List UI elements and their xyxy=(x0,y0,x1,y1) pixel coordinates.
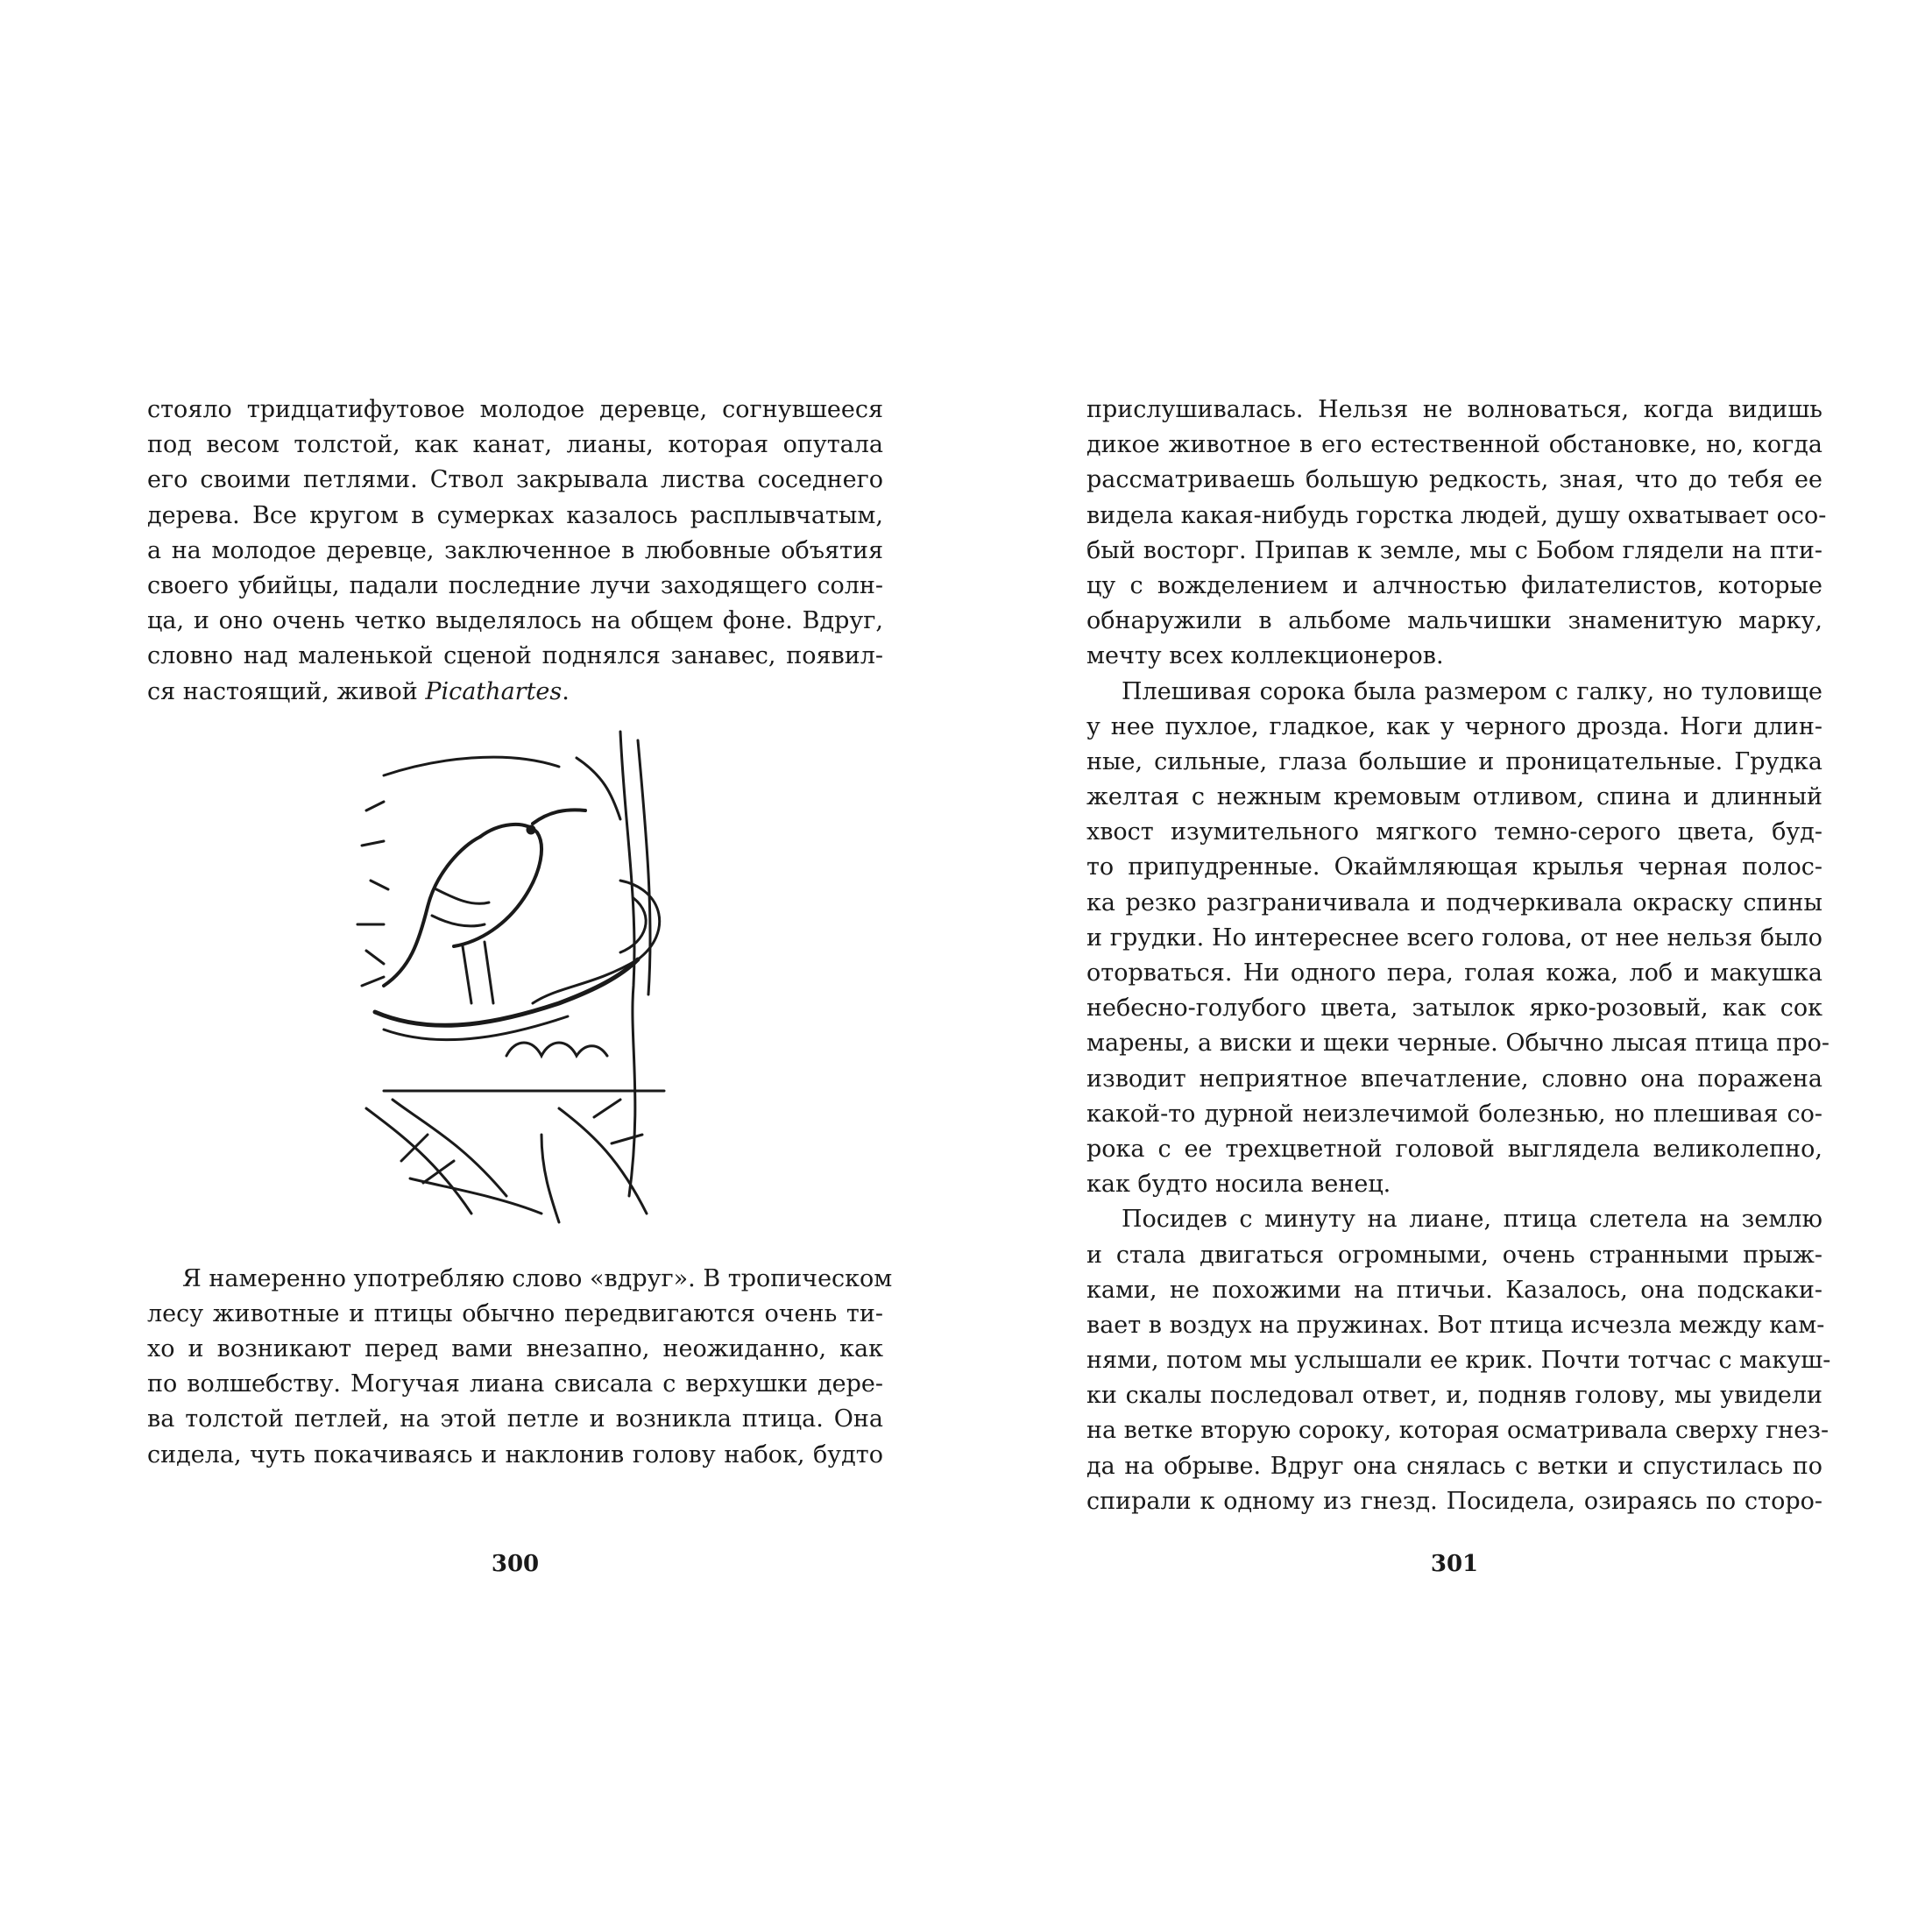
text-line: ка резко разграничивала и подчеркивала окраску спины xyxy=(1086,888,1822,916)
text-line: дикое животное в его естественной обстановке, но, когда xyxy=(1086,431,1822,459)
text-line: какой-то дурной неизлечимой болезнью, но плешивая со- xyxy=(1086,1100,1822,1128)
text-line: своего убийцы, падали последние лучи заходящего солн- xyxy=(147,571,883,599)
picathartes-drawing xyxy=(331,723,699,1231)
text-line: марены, а виски и щеки черные. Обычно лысая птица про- xyxy=(1086,1030,1829,1058)
page-number-left: 300 xyxy=(491,1551,540,1577)
text-line: то припудренные. Окаймляющая крылья черная полос- xyxy=(1086,853,1822,881)
text-line: ки скалы последовал ответ, и, подняв голову, мы увидели xyxy=(1086,1382,1822,1410)
text-line: видела какая-нибудь горстка людей, душу охватывает осо- xyxy=(1086,501,1827,529)
text-line: нями, потом мы услышали ее крик. Почти тотчас с макуш- xyxy=(1086,1347,1831,1375)
text-line: Я намеренно употребляю слово «вдруг». В тропическом xyxy=(182,1264,893,1292)
page-number-right: 301 xyxy=(1430,1551,1479,1577)
text-line: по волшебству. Могучая лиана свисала с верхушки дере- xyxy=(147,1370,883,1398)
text-line: Посидев с минуту на лиане, птица слетела на землю xyxy=(1122,1206,1822,1234)
text-line: небесно-голубого цвета, затылок ярко-розовый, как сок xyxy=(1086,994,1822,1023)
right-page xyxy=(1086,393,1831,1519)
text-line: рока с ее трехцветной головой выглядела великолепно, xyxy=(1086,1135,1822,1163)
text-line: на ветке вторую сороку, которая осматривала сверху гнез- xyxy=(1086,1417,1829,1445)
text-line: его своими петлями. Ствол закрывала листва соседнего xyxy=(147,466,883,494)
text-line: стояло тридцатифутовое молодое деревце, согнувшееся xyxy=(147,396,883,423)
text-line: и стала двигаться огромными, очень странными прыж- xyxy=(1086,1241,1822,1269)
text-line: изводит неприятное впечатление, словно она поражена xyxy=(1086,1065,1822,1093)
text-line: словно над маленькой сценой поднялся занавес, появил- xyxy=(147,642,883,670)
bird-illustration xyxy=(147,718,883,1235)
text-line: ва толстой петлей, на этой петле и возникла птица. Она xyxy=(147,1405,883,1433)
text-line: желтая с нежным кремовым отливом, спина и длинный xyxy=(1086,783,1822,811)
text-line: а на молодое деревце, заключенное в любовные объятия xyxy=(147,536,883,564)
text-line: у нее пухлое, гладкое, как у черного дрозда. Ноги длин- xyxy=(1086,712,1822,740)
left-page xyxy=(147,393,893,1473)
text-line: и грудки. Но интереснее всего голова, от нее нельзя было xyxy=(1086,924,1822,952)
left-top-paragraph xyxy=(147,393,883,675)
text-line: ные, сильные, глаза большие и проницательные. Грудка xyxy=(1086,747,1822,775)
text-line: да на обрыве. Вдруг она снялась с ветки и спустилась по xyxy=(1086,1452,1822,1480)
text-line-italic: ся настоящий, живой Picathartes. xyxy=(147,677,570,705)
text-line: лесу животные и птицы обычно передвигаются очень ти- xyxy=(147,1299,883,1327)
text-line: сидела, чуть покачиваясь и наклонив голову набок, будто xyxy=(147,1440,883,1468)
text-line: хвост изумительного мягкого темно-серого цвета, буд- xyxy=(1086,818,1822,846)
left-bottom-paragraph xyxy=(147,1262,893,1473)
text-line: ками, не похожими на птичьи. Казалось, она подскаки- xyxy=(1086,1276,1822,1304)
text-line: цу с вожделением и алчностью филателистов, которые xyxy=(1086,571,1822,599)
text-line: Плешивая сорока была размером с галку, но туловище xyxy=(1122,677,1822,705)
text-line: вает в воздух на пружинах. Вот птица исчезла между кам- xyxy=(1086,1311,1825,1339)
text-line: как будто носила венец. xyxy=(1086,1171,1391,1199)
text-line: ца, и оно очень четко выделялось на общем фоне. Вдруг, xyxy=(147,607,883,635)
text-line: бый восторг. Припав к земле, мы с Бобом глядели на пти- xyxy=(1086,536,1822,564)
text-line: мечту всех коллекционеров. xyxy=(1086,642,1444,670)
text-line: хо и возникают перед вами внезапно, неожиданно, как xyxy=(147,1335,883,1363)
text-line: спирали к одному из гнезд. Посидела, озираясь по сторо- xyxy=(1086,1487,1822,1515)
text-line: прислушивалась. Нельзя не волноваться, когда видишь xyxy=(1086,396,1822,423)
text-line: дерева. Все кругом в сумерках казалось расплывчатым, xyxy=(147,501,883,529)
text-line: обнаружили в альбоме мальчишки знаменитую марку, xyxy=(1086,607,1822,635)
text-line: под весом толстой, как канат, лианы, которая опутала xyxy=(147,431,883,459)
text-line: рассматриваешь большую редкость, зная, что до тебя ее xyxy=(1086,466,1822,494)
text-line: оторваться. Ни одного пера, голая кожа, лоб и макушка xyxy=(1086,959,1822,987)
